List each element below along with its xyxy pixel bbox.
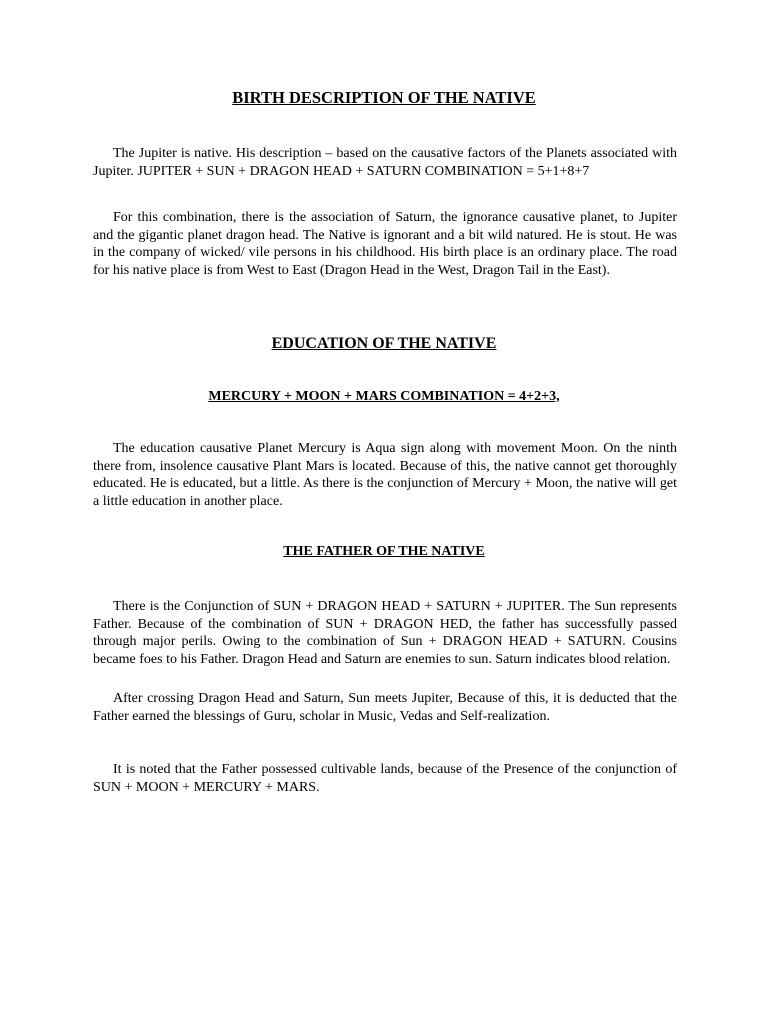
paragraph-father-jupiter: After crossing Dragon Head and Saturn, Sun meets Jupiter, Because of this, it is deducted that the Father earned the blessings of Guru, scholar in Music, Vedas and Self-realization.: [93, 691, 677, 724]
paragraph-father-conjunction: There is the Conjunction of SUN + DRAGON HEAD + SATURN + JUPITER. The Sun represents Father. Because of the combination of SUN + DRAGON HED, the father has successfully passed through major perils. Owing to the combination of Sun + DRAGON HEAD + SATURN. Cousins became foes to his Father. Dragon Head and Saturn are enemies to sun. Saturn indicates blood relation.: [93, 599, 677, 667]
paragraph-education: The education causative Planet Mercury is Aqua sign along with movement Moon. On the ninth there from, insolence causative Plant Mars is located. Because of this, the native cannot get thoroughly educated. He is educated, but a little. As there is the conjunction of Mercury + Moon, the native will get a little education in another place.: [93, 441, 677, 509]
section-heading-birth-description: BIRTH DESCRIPTION OF THE NATIVE: [232, 88, 536, 107]
paragraph-birth-intro: The Jupiter is native. His description – based on the causative factors of the Planets associated with Jupiter. JUPITER + SUN + DRAGON HEAD + SATURN COMBINATION = 5+1+8+7: [93, 146, 677, 179]
paragraph-birth-combination: For this combination, there is the association of Saturn, the ignorance causative planet, to Jupiter and the gigantic planet dragon head. The Native is ignorant and a bit wild natured. He is stout. He was in the company of wicked/ vile persons in his childhood. His birth place is an ordinary place. The road for his native place is from West to East (Dragon Head in the West, Dragon Tail in the East).: [93, 210, 677, 278]
section-subheading-education-combination: MERCURY + MOON + MARS COMBINATION = 4+2+3,: [208, 389, 560, 404]
paragraph-father-lands: It is noted that the Father possessed cultivable lands, because of the Presence of the conjunction of SUN + MOON + MERCURY + MARS.: [93, 762, 677, 795]
section-heading-education: EDUCATION OF THE NATIVE: [271, 335, 497, 352]
section-heading-father: THE FATHER OF THE NATIVE: [283, 544, 485, 559]
